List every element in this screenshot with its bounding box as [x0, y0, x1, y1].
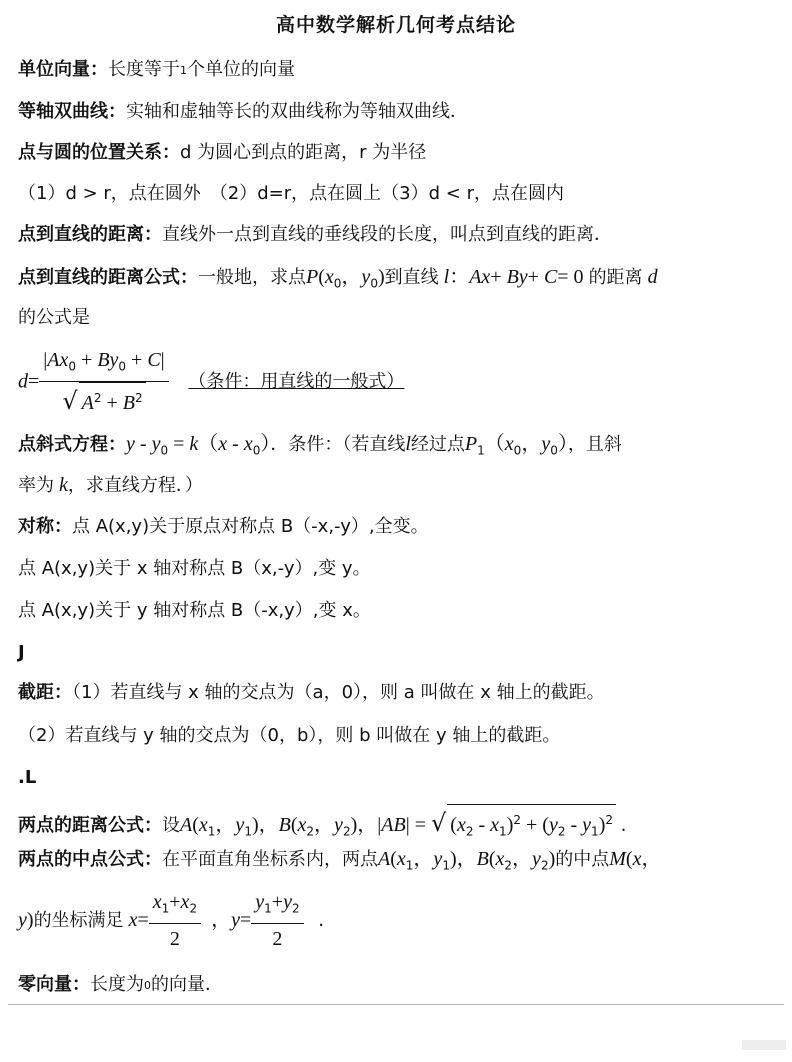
- stray-mark-j: J: [18, 642, 25, 663]
- equi-hyperbola-term: 等轴双曲线：: [18, 101, 126, 122]
- symmetry-x-axis-line: 点 A(x,y)关于 x 轴对称点 B（x,-y）,变 y。: [18, 558, 371, 579]
- midpoint-term: 两点的中点公式：: [18, 849, 162, 870]
- intercept-line-2: （2）若直线与 y 轴的交点为（0，b），则 b 叫做在 y 轴上的截距。: [18, 725, 561, 746]
- symmetry-term: 对称：: [18, 516, 72, 537]
- dist-formula-line: 点到直线的距离公式：一般地，求点$P(x_0$，$y_0$)到直线 l：Ax+ By+ C= 0 的距离 d: [18, 266, 658, 291]
- intercept-term: 截距：: [18, 682, 72, 703]
- symmetry-y-axis-line: 点 A(x,y)关于 y 轴对称点 B（-x,y）,变 x。: [18, 600, 371, 621]
- point-slope-line: 点斜式方程：$y - y_0 = k(x - x_0)$．条件：（若直线l经过点$P_1(x_0$，$y_0$），且斜: [18, 433, 622, 458]
- point-slope-tail: 率为 k，求直线方程．）: [18, 474, 203, 496]
- dist-formula-term: 点到直线的距离公式：: [18, 267, 198, 288]
- midpoint-line: 两点的中点公式：在平面直角坐标系内，两点$A(x_1$，$y_1$)，$B(x_2$，$y_2$)的中点M(x，: [18, 848, 662, 873]
- zero-vector-term: 零向量：: [18, 974, 90, 995]
- zero-vector-line: 零向量：长度为0的向量．: [18, 974, 223, 995]
- midpoint-x-fraction: $\frac{x_1+x_2}{2}$: [149, 888, 201, 954]
- midpoint-formula: y)的坐标满足 x= $\frac{x_1+x_2}{2}$ ，y= $\frac{y_1+y_2}{2}$ .: [18, 888, 778, 954]
- point-circle-cases: （1）d > r，点在圆外 （2）d=r，点在圆上（3）d < r，点在圆内: [18, 183, 564, 204]
- dist-formula-condition: （条件：用直线的一般式）: [188, 371, 405, 393]
- point-circle-line: 点与圆的位置关系：d 为圆心到点的距离，r 为半径: [18, 142, 427, 163]
- unit-vector-term: 单位向量：: [18, 59, 108, 80]
- two-point-dist-term: 两点的距离公式：: [18, 815, 162, 836]
- point-circle-term: 点与圆的位置关系：: [18, 142, 180, 163]
- equi-hyperbola-line: 等轴双曲线：实轴和虚轴等长的双曲线称为等轴双曲线．: [18, 101, 468, 122]
- dist-formula-tail: 的公式是: [18, 307, 90, 328]
- unit-vector-line: 单位向量：长度等于1个单位的向量: [18, 59, 295, 80]
- point-line-dist-term: 点到直线的距离：: [18, 224, 162, 245]
- point-line-dist-line: 点到直线的距离：直线外一点到直线的垂线段的长度，叫点到直线的距离．: [18, 224, 612, 245]
- corner-artifact: [742, 1040, 786, 1050]
- two-point-dist-line: 两点的距离公式：设$A(x_1$，$y_1$)，$B(x_2$，$y_2$)，|AB| = √ $(x_2 - x_1)^2 + (y_2 - y_1)^2$ .: [18, 804, 778, 847]
- dist-fraction: $\frac{|Ax_0 + By_0 + C|}{√ A^2 + B^2}$: [39, 346, 168, 419]
- intercept-line-1: 截距：（1）若直线与 x 轴的交点为（a，0），则 a 叫做在 x 轴上的截距。: [18, 682, 605, 703]
- symmetry-origin-line: 对称：点 A(x,y)关于原点对称点 B（-x,-y）,全变。: [18, 516, 429, 537]
- point-slope-term: 点斜式方程：: [18, 434, 126, 455]
- stray-mark-l: .L: [18, 767, 37, 788]
- bottom-divider: [8, 1004, 784, 1005]
- midpoint-y-fraction: $\frac{y_1+y_2}{2}$: [251, 888, 303, 954]
- dist-formula-expression: d= $\frac{|Ax_0 + By_0 + C|}{√ A^2 + B^2}$ （条件：用直线的一般式）: [18, 346, 778, 419]
- page-title: 高中数学解析几何考点结论: [275, 14, 516, 36]
